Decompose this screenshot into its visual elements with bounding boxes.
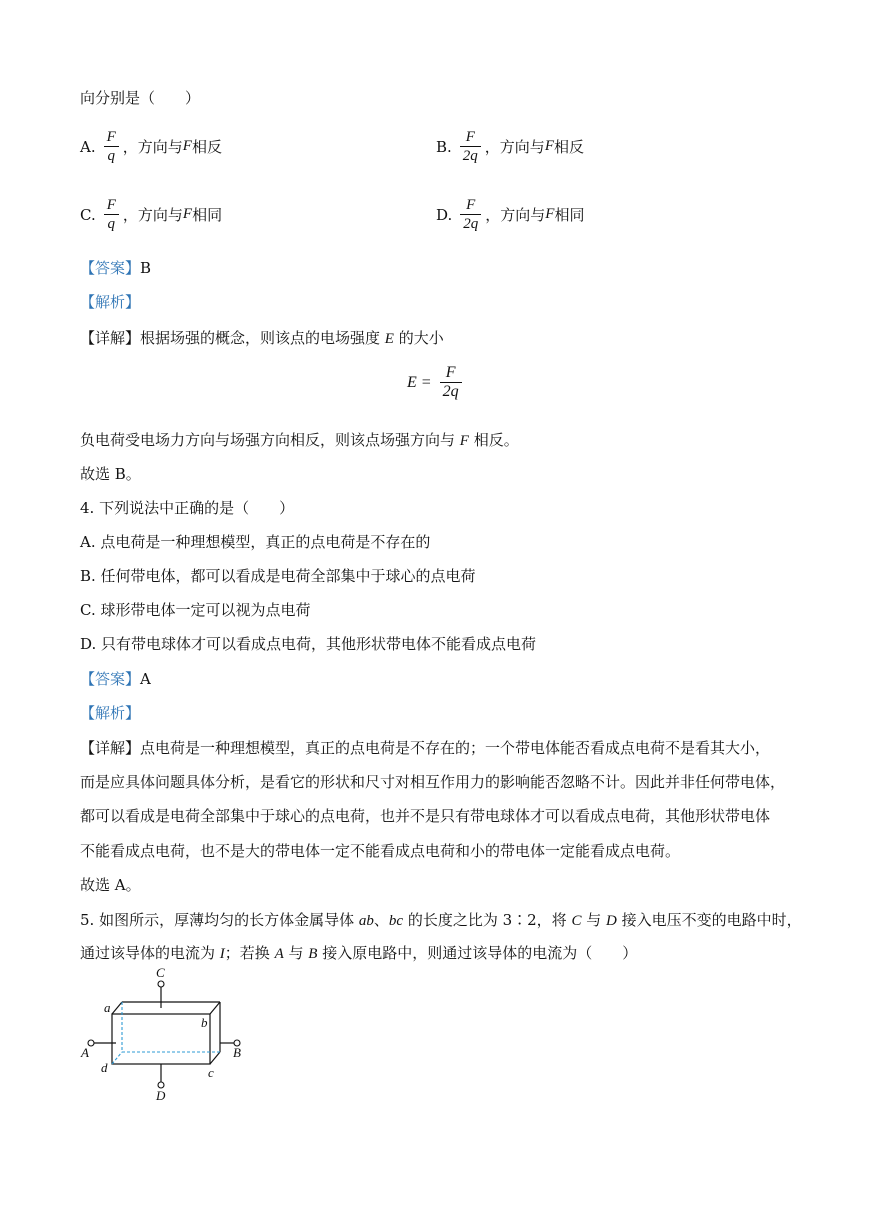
q4-option-c: C. 球形带电体一定可以视为点电荷 [80, 601, 311, 619]
var-bc: bc [388, 913, 404, 929]
detail-text: 的大小 [393, 329, 444, 347]
q4-analysis-tag: 【解析】 [80, 704, 141, 722]
stem-text: 与 [283, 944, 309, 962]
option-tail: 相同 [192, 206, 223, 224]
q4-detail-line-2: 而是应具体问题具体分析，是看它的形状和尺寸对相互作用力的影响能否忽略不计。因此并非任何带电体， [80, 773, 786, 791]
q4-detail-line-4: 不能看成点电荷，也不是大的带电体一定不能看成点电荷和小的带电体一定能看成点电荷。 [80, 842, 681, 860]
option-var: F [182, 206, 193, 222]
conclusion-text: 负电荷受电场力方向与场强方向相反，则该点场强方向与 [80, 431, 460, 449]
fraction-numerator: F [104, 128, 119, 147]
label-b-terminal: B [233, 1045, 241, 1060]
option-text: ，方向与 [485, 206, 546, 224]
fraction-denominator: 2q [442, 383, 459, 400]
stem-text: 与 [581, 911, 607, 929]
formula-lhs: E = [407, 373, 432, 391]
q3-detail [80, 328, 444, 349]
answer-tag: 【答案】 [80, 670, 141, 688]
var-c-terminal: C [571, 913, 582, 929]
option-text: ，方向与 [122, 138, 183, 156]
q4-detail-line-3: 都可以看成是电荷全部集中于球心的点电荷，也并不是只有带电球体才可以看成点电荷，其他形状带电体 [80, 807, 771, 825]
fraction [104, 196, 119, 233]
q4-option-b: B. 任何带电体，都可以看成是电荷全部集中于球心的点电荷 [80, 567, 476, 585]
fraction-numerator: F [460, 128, 481, 147]
detail-text: 点电荷是一种理想模型，真正的点电荷是不存在的；一个带电体能否看成点电荷不是看其大小， [140, 739, 771, 757]
q4-answer [80, 669, 151, 689]
answer-tag: 【答案】 [80, 259, 141, 277]
fraction-numerator: F [104, 196, 119, 215]
q3-answer [80, 258, 151, 278]
option-text: ，方向与 [122, 206, 183, 224]
option-label: A. [80, 137, 96, 156]
q3-option-c [80, 196, 222, 233]
q3-option-a [80, 128, 222, 165]
fraction [460, 196, 481, 233]
label-c-terminal: C [156, 965, 165, 980]
hidden-edges [112, 1002, 220, 1064]
fraction-denominator: q [107, 216, 116, 232]
fraction-denominator: q [107, 148, 115, 164]
option-var: F [544, 138, 554, 154]
fraction-numerator: F [460, 196, 481, 215]
fraction-denominator: 2q [463, 216, 479, 232]
fraction-denominator: 2q [462, 148, 478, 164]
fraction [104, 128, 119, 165]
q4-stem: 4. 下列说法中正确的是（ ） [80, 499, 295, 517]
detail-var: E [384, 331, 394, 347]
option-var: F [545, 206, 555, 222]
detail-text: 根据场强的概念，则该点的电场强度 [140, 329, 385, 347]
conductor-figure [70, 965, 270, 1105]
q3-conclusion [80, 430, 519, 451]
label-a-corner: a [104, 1000, 111, 1015]
option-var: F [182, 138, 192, 154]
q5-stem-line-2 [80, 943, 637, 964]
label-d-corner: d [101, 1060, 108, 1075]
q3-option-d [436, 196, 584, 233]
formula-fraction [440, 364, 462, 401]
q5-stem-line-1 [80, 910, 802, 931]
stem-text: 的长度之比为 3∶2，将 [403, 911, 572, 929]
q4-detail-line-1 [80, 738, 770, 758]
terminal-c-node [158, 981, 164, 987]
q3-analysis-tag: 【解析】 [80, 293, 141, 311]
option-label: C. [80, 205, 96, 224]
front-face [112, 1014, 210, 1064]
detail-tag: 【详解】 [80, 739, 141, 757]
answer-value: B [140, 259, 152, 277]
label-d-terminal: D [156, 1088, 166, 1103]
option-label: B. [436, 137, 452, 156]
edge [210, 1052, 220, 1064]
q4-choose: 故选 A。 [80, 876, 141, 894]
detail-tag: 【详解】 [80, 329, 141, 347]
option-tail: 相同 [554, 206, 585, 224]
fraction [460, 128, 481, 165]
stem-text: 、 [373, 911, 389, 929]
var-d-terminal: D [606, 913, 617, 929]
label-c-corner: c [208, 1065, 214, 1080]
q3-formula [407, 364, 466, 401]
q4-option-a: A. 点电荷是一种理想模型，真正的点电荷是不存在的 [80, 533, 431, 551]
q3-stem-tail: 向分别是（ ） [80, 89, 201, 107]
option-tail: 相反 [553, 138, 584, 156]
q3-choose: 故选 B。 [80, 465, 141, 483]
option-tail: 相反 [191, 138, 222, 156]
conclusion-text: 相反。 [468, 431, 519, 449]
q3-option-b [436, 128, 584, 165]
label-a-terminal: A [81, 1045, 89, 1060]
var-current: I [219, 946, 225, 962]
conclusion-var: F [459, 433, 469, 449]
var-ab: ab [358, 913, 374, 929]
stem-text: 接入电压不变的电路中时， [616, 911, 802, 929]
label-b-corner: b [201, 1015, 208, 1030]
option-label: D. [436, 205, 453, 224]
stem-text: 5. 如图所示，厚薄均匀的长方体金属导体 [80, 911, 359, 929]
option-text: ，方向与 [484, 138, 545, 156]
var-a-terminal: A [274, 946, 284, 962]
stem-text: ；若换 [224, 944, 275, 962]
fraction-numerator: F [440, 364, 462, 383]
stem-text: 接入原电路中，则通过该导体的电流为（ ） [317, 944, 638, 962]
q4-option-d: D. 只有带电球体才可以看成点电荷，其他形状带电体不能看成点电荷 [80, 635, 537, 653]
edge [112, 1002, 122, 1014]
stem-text: 通过该导体的电流为 [80, 944, 220, 962]
edge [210, 1002, 220, 1014]
answer-value: A [140, 670, 151, 688]
var-b-terminal: B [308, 946, 318, 962]
